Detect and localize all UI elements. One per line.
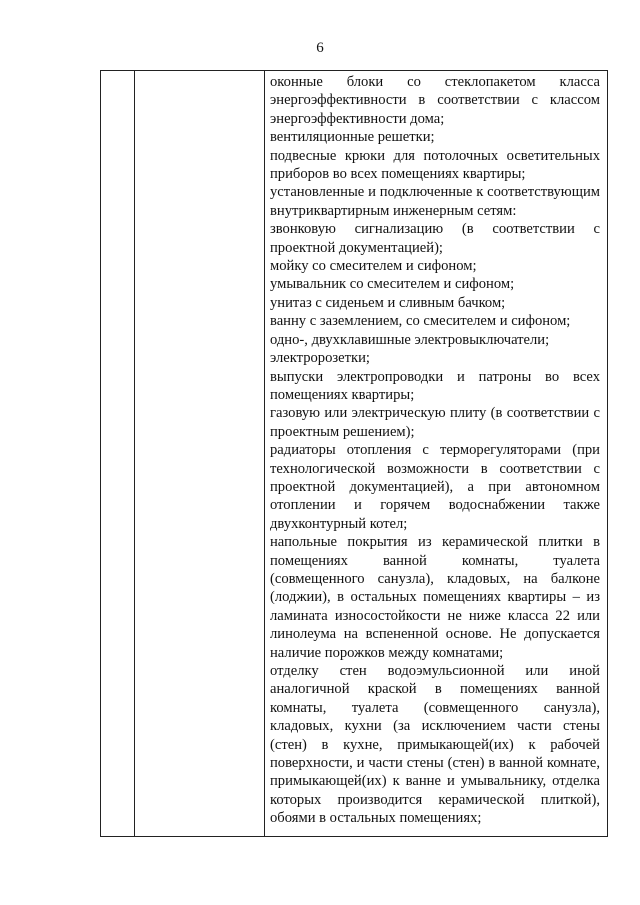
paragraph-windows: оконные блоки со стеклопакетом класса энергоэффективности в соответствии с классом энергоэффективности дома; [270, 74, 600, 127]
paragraph-switches: одно-, двухклавишные электровыключатели; [270, 331, 550, 348]
paragraph-sockets: электророзетки; [270, 350, 370, 367]
paragraph-toilet: унитаз с сиденьем и сливным бачком; [270, 294, 506, 311]
table-cell-number [101, 71, 135, 837]
paragraph-stove: газовую или электрическую плиту (в соответствии с проектным решением); [270, 405, 600, 440]
table-row [101, 71, 608, 837]
paragraph-sink: мойку со смесителем и сифоном; [270, 258, 477, 275]
paragraph-ceiling-hooks: подвесные крюки для потолочных осветительных приборов во всех помещениях квартиры; [270, 147, 600, 183]
requirements-table [100, 70, 608, 837]
page-number: 6 [316, 40, 324, 56]
paragraph-wall-finish: отделку стен водоэмульсионной или иной аналогичной краской в помещениях ванной комнаты, туалета (совмещенного санузла), кладовых, кухни (за исключением части стены (стен) в кухне, примыкающей(их) к рабочей поверхности, и части стены (стен) в ванной комнате, примыкающей(их) к ванне и умывальнику, отделка которых производится керамической плиткой), обоями в остальных помещениях; [270, 663, 600, 827]
paragraph-installed-connected: установленные и подключенные к соответствующим внутриквартирным инженерным сетям: [270, 184, 600, 219]
paragraph-bathtub: ванну с заземлением, со смесителем и сифоном; [270, 313, 571, 330]
paragraph-doorbell: звонковую сигнализацию (в соответствии с проектной документацией); [270, 221, 600, 256]
table-cell-description [265, 71, 608, 837]
description-text [265, 71, 607, 828]
paragraph-vent-grilles: вентиляционные решетки; [270, 129, 435, 146]
paragraph-wiring: выпуски электропроводки и патроны во всех помещениях квартиры; [270, 368, 600, 403]
table-cell-name [135, 71, 265, 837]
paragraph-radiators: радиаторы отопления с терморегуляторами (при технологической возможности в соответствии с проектной документацией), а при автономном отоплении и горячем водоснабжении также двухконтурный котел; [270, 442, 600, 532]
paragraph-flooring: напольные покрытия из керамической плитки в помещениях ванной комнаты, туалета (совмещенного санузла), кладовых, на балконе (лоджии), в остальных помещениях квартиры – из ламината износостойкости не ниже класса 22 или линолеума на вспененной основе. Не допускается наличие порожков между комнатами; [270, 534, 600, 661]
paragraph-washbasin: умывальник со смесителем и сифоном; [270, 276, 515, 293]
